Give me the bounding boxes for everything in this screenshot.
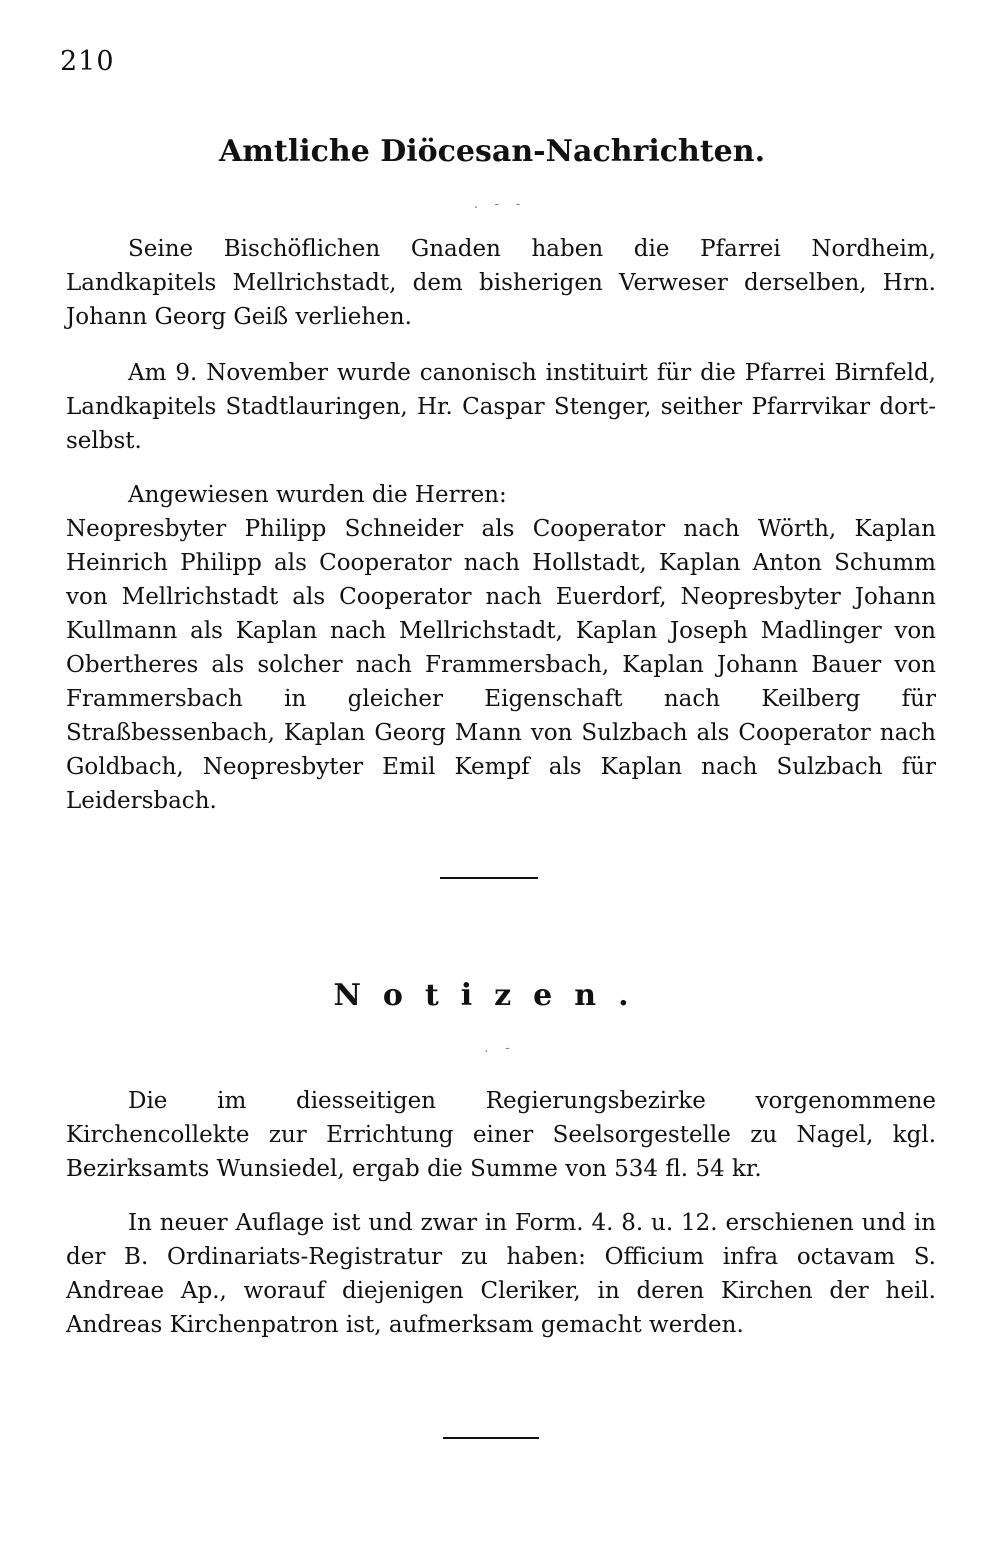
section-divider (440, 877, 538, 879)
paragraph-text: Seine Bischöflichen Gnaden haben die Pfarrei Nordheim, Landkapitels Mellrichstadt, dem bisherigen Verweser derselben, Hrn. Johann Georg Geiß verliehen. (66, 236, 936, 330)
paragraph-text: Am 9. November wurde canonisch instituirt für die Pfarrei Birnfeld, Landkapitels Stadtlauringen, Hr. Caspar Stenger, seither Pfarrvikar dort-selbst. (66, 360, 936, 454)
section-title-notes: Notizen. (333, 978, 651, 1013)
title-separator: . - (484, 1040, 516, 1056)
paragraph-appointments (66, 478, 936, 818)
paragraph-birnfeld (66, 356, 936, 458)
page-number: 210 (60, 46, 115, 77)
paragraph-nordheim (66, 232, 936, 334)
appointments-text: Neopresbyter Philipp Schneider als Cooperator nach Wörth, Kaplan Heinrich Philipp als Cooperator nach Hollstadt, Kaplan Anton Schumm von Mellrichstadt als Cooperator nach Euerdorf, Neopresbyter Johann Kullmann als Kaplan nach Mellrichstadt, Kaplan Joseph Madlinger von Obertheres als solcher nach Frammersbach, Kaplan Johann Bauer von Frammersbach in gleicher Eigenschaft nach Keilberg für Straßbessenbach, Kaplan Georg Mann von Sulzbach als Cooperator nach Goldbach, Neopresbyter Emil Kempf als Kaplan nach Sulzbach für Leidersbach. (66, 516, 936, 814)
title-separator: . - - (473, 196, 527, 212)
end-divider (443, 1437, 539, 1439)
section-title-diocesan-news: Amtliche Diöcesan-Nachrichten. (218, 134, 766, 169)
appointments-intro: Angewiesen wurden die Herren: (128, 482, 507, 508)
paragraph-new-edition (66, 1206, 936, 1342)
paragraph-text: In neuer Auflage ist und zwar in Form. 4. 8. u. 12. erschienen und in der B. Ordinariats-Registratur zu haben: Officium infra octavam S. Andreae Ap., worauf diejenigen Cleriker, in deren Kirchen der heil. Andreas Kirchenpatron ist, aufmerksam gemacht werden. (66, 1210, 936, 1338)
paragraph-collection (66, 1084, 936, 1186)
paragraph-text: Die im diesseitigen Regierungsbezirke vorgenommene Kirchencollekte zur Errichtung einer Seelsorgestelle zu Nagel, kgl. Bezirksamts Wunsiedel, ergab die Summe von 534 fl. 54 kr. (66, 1088, 936, 1182)
